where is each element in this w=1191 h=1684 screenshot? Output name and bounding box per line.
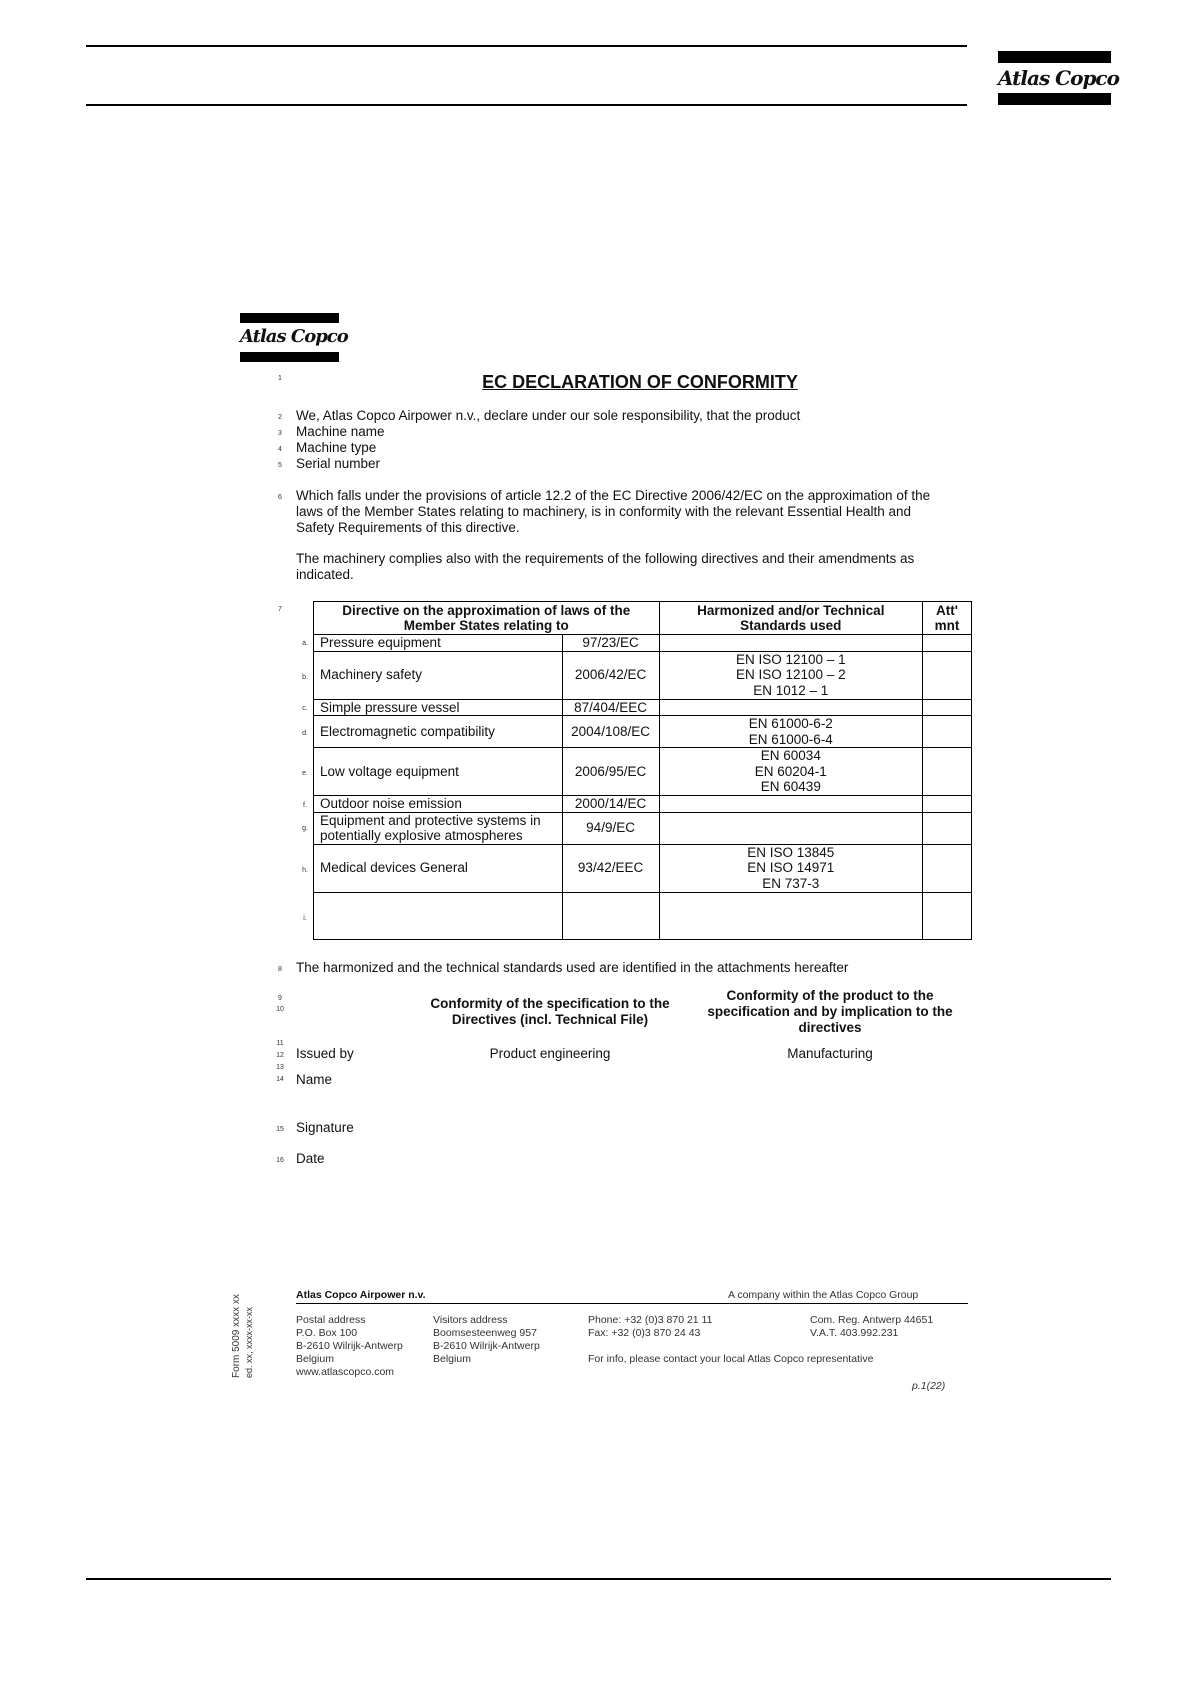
fax: Fax: +32 (0)3 870 24 43 [588, 1327, 701, 1339]
row-letter: f. [303, 802, 307, 809]
website-link[interactable]: www.atlascopco.com [296, 1366, 395, 1378]
line-number: 4 [278, 446, 282, 453]
machine-type-label: Machine type [296, 440, 377, 455]
document-title: EC DECLARATION OF CONFORMITY [482, 372, 798, 392]
standards-cell [659, 748, 922, 796]
attachment-cell [923, 699, 972, 716]
directive-name [314, 892, 563, 939]
attachment-cell [923, 812, 972, 844]
standard: EN 1012 – 1 [753, 682, 829, 698]
form-edition: ed. xx, xxxx-xx-xx [244, 1306, 254, 1378]
standards-line: The harmonized and the technical standards used are identified in the attachments hereafter [296, 960, 849, 975]
standards-cell [659, 635, 922, 652]
header-standards: Harmonized and/or Technical Standards used [659, 602, 922, 635]
directive-name: Pressure equipment [314, 635, 563, 652]
row-letter: h. [302, 867, 308, 874]
standards-cell [659, 892, 922, 939]
standards-cell [659, 699, 922, 716]
postal-line: P.O. Box 100 [296, 1327, 358, 1339]
line-number: 7 [278, 606, 282, 613]
attachment-cell [923, 796, 972, 813]
line-number: 1 [278, 375, 282, 382]
standard: EN 61000-6-2 [748, 716, 833, 731]
line-number: 8 [278, 966, 282, 973]
header-directive: Directive on the approximation of laws of the Member States relating to [314, 602, 660, 635]
registration-block [810, 1314, 933, 1340]
postal-line: B-2610 Wilrijk-Antwerp [296, 1340, 403, 1352]
table-header-row [314, 602, 972, 635]
line-number: 13 [276, 1064, 284, 1071]
postal-line: Belgium [296, 1353, 334, 1365]
complies-paragraph: The machinery complies also with the requirements of the following directives and their amendments as indicated. [296, 551, 915, 582]
directive-name: Machinery safety [314, 651, 563, 699]
line-number: 10 [276, 1006, 284, 1013]
company-registration: Com. Reg. Antwerp 44651 [810, 1314, 934, 1326]
postal-address [296, 1314, 403, 1379]
form-logo-text: Atlas Copco [240, 326, 348, 347]
standards-cell [659, 651, 922, 699]
table-row [314, 651, 972, 699]
conformity-spec-heading: Conformity of the specification to the Directives (incl. Technical File) [430, 996, 670, 1027]
row-letter: b. [302, 674, 308, 681]
standards-cell [659, 716, 922, 748]
line-number: 3 [278, 430, 282, 437]
attachment-cell [923, 748, 972, 796]
table-row [314, 892, 972, 939]
visitors-line: Boomsesteenweg 957 [433, 1327, 537, 1339]
visitors-address [433, 1314, 540, 1366]
standard: EN ISO 13845 [747, 844, 835, 860]
form-logo [240, 313, 348, 362]
attachment-cell [923, 716, 972, 748]
standards-cell [659, 796, 922, 813]
attachment-cell [923, 635, 972, 652]
table-row [314, 635, 972, 652]
table-row [314, 716, 972, 748]
directives-table [313, 601, 972, 940]
directive-name: Low voltage equipment [314, 748, 563, 796]
standard: EN ISO 12100 – 1 [736, 651, 846, 667]
table-row [314, 812, 972, 844]
directive-code: 93/42/EEC [562, 844, 659, 892]
header-attachment: Att' mnt [923, 602, 972, 635]
info-line: For info, please contact your local Atlas Copco representative [588, 1353, 874, 1365]
line-number: 12 [276, 1052, 284, 1059]
contact-block [588, 1314, 712, 1340]
line-number: 16 [276, 1157, 284, 1164]
date-label: Date [296, 1151, 325, 1166]
attachment-cell [923, 844, 972, 892]
standard: EN ISO 12100 – 2 [736, 667, 846, 683]
form-code: Form 5009 xxxx xx [231, 1294, 242, 1378]
row-letter: g. [302, 825, 308, 832]
signature-label: Signature [296, 1120, 354, 1135]
table-row [314, 699, 972, 716]
header-logo [998, 51, 1119, 105]
row-letter: a. [302, 640, 308, 647]
footer-group: A company within the Atlas Copco Group [728, 1289, 919, 1301]
visitors-line: Belgium [433, 1353, 471, 1365]
directive-code: 2000/14/EC [562, 796, 659, 813]
directive-name: Electromagnetic compatibility [314, 716, 563, 748]
attachment-cell [923, 651, 972, 699]
phone: Phone: +32 (0)3 870 21 11 [588, 1314, 713, 1326]
row-letter: i. [303, 915, 307, 922]
table-row [314, 748, 972, 796]
line-number: 2 [278, 414, 282, 421]
directive-name: Equipment and protective systems in potentially explosive atmospheres [314, 812, 563, 844]
vat-number: V.A.T. 403.992.231 [810, 1327, 899, 1339]
header-rule-bottom [86, 104, 967, 106]
line-number: 5 [278, 462, 282, 469]
standards-cell [659, 844, 922, 892]
conformity-product-heading: Conformity of the product to the specification and by implication to the directives [707, 988, 953, 1035]
standard: EN 60439 [760, 779, 821, 795]
directive-code: 94/9/EC [562, 812, 659, 844]
directive-code: 87/404/EEC [562, 699, 659, 716]
line-number: 11 [276, 1040, 284, 1047]
directive-paragraph: Which falls under the provisions of article 12.2 of the EC Directive 2006/42/EC on the approximation of the laws of the Member States relating to machinery, is in conformity with the relevant Essential Health and Safety Requirements of this directive. [296, 488, 931, 535]
visitors-line: Visitors address [433, 1314, 508, 1326]
standard: EN 60034 [760, 748, 821, 764]
page-bottom-rule [86, 1578, 1111, 1580]
line-number: 6 [278, 494, 282, 501]
footer-rule [296, 1303, 968, 1304]
directive-name: Medical devices General [314, 844, 563, 892]
row-letter: d. [302, 730, 308, 737]
declare-line: We, Atlas Copco Airpower n.v., declare under our sole responsibility, that the product [296, 408, 801, 423]
header-logo-text: Atlas Copco [998, 66, 1119, 90]
directive-code: 2006/42/EC [562, 651, 659, 699]
line-number: 15 [276, 1126, 284, 1133]
machine-name-label: Machine name [296, 424, 385, 439]
manufacturing-label: Manufacturing [787, 1046, 873, 1061]
attachment-cell [923, 892, 972, 939]
product-engineering-label: Product engineering [489, 1046, 611, 1061]
visitors-line: B-2610 Wilrijk-Antwerp [433, 1340, 540, 1352]
page-number: p.1(22) [912, 1380, 946, 1392]
directive-name: Simple pressure vessel [314, 699, 563, 716]
line-number: 14 [276, 1076, 284, 1083]
table-row [314, 796, 972, 813]
standard: EN 737-3 [762, 875, 820, 891]
standard: EN 60204-1 [754, 763, 827, 779]
row-letter: c. [302, 705, 308, 712]
directive-code [562, 892, 659, 939]
footer-company: Atlas Copco Airpower n.v. [296, 1289, 426, 1301]
postal-line: Postal address [296, 1314, 366, 1326]
standard: EN ISO 14971 [747, 860, 835, 876]
standard: EN 61000-6-4 [748, 731, 833, 747]
line-number: 9 [278, 995, 282, 1002]
header-rule-top [86, 45, 967, 47]
directive-name: Outdoor noise emission [314, 796, 563, 813]
directive-code: 2006/95/EC [562, 748, 659, 796]
directive-code: 97/23/EC [562, 635, 659, 652]
issued-by-label: Issued by [296, 1046, 354, 1061]
standards-cell [659, 812, 922, 844]
serial-number-label: Serial number [296, 456, 381, 471]
directive-code: 2004/108/EC [562, 716, 659, 748]
table-row [314, 844, 972, 892]
row-letter: e. [302, 770, 308, 777]
name-label: Name [296, 1072, 333, 1087]
